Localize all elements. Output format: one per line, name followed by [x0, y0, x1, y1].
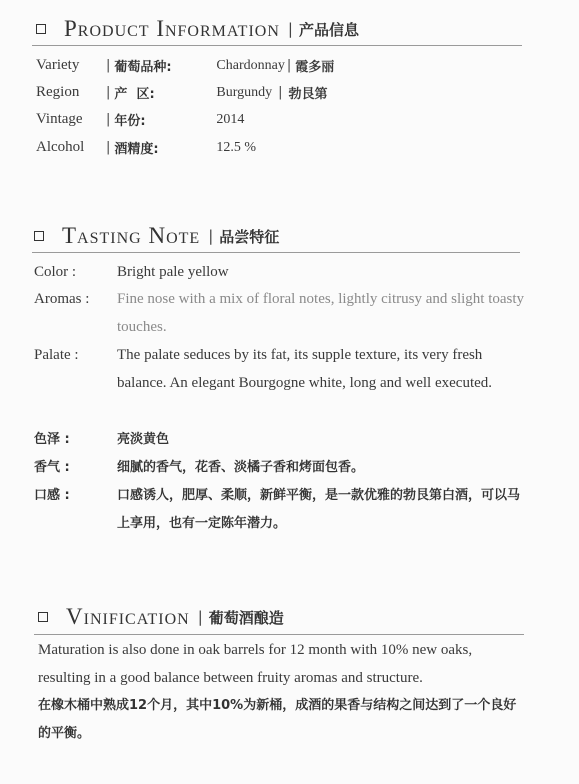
- square-bullet-icon: [36, 24, 46, 34]
- tasting-rule: [32, 252, 520, 253]
- alcohol-value: 12.5 %: [216, 139, 257, 155]
- header-separator: |: [287, 20, 293, 38]
- vinification-rule: [34, 634, 524, 635]
- product-title: Product Information: [64, 16, 280, 41]
- tasting-header: [34, 223, 279, 249]
- value-separator: |: [278, 85, 283, 100]
- vinification-text-cn: 在橡木桶中熟成12个月，其中10%为新桶，成酒的果香与结构之间达到了一个良好的平衡。: [38, 698, 517, 741]
- region-label: Region: [36, 84, 80, 100]
- row-separator: |: [106, 112, 111, 127]
- row-variety: [36, 56, 334, 75]
- region-value-cn: 勃艮第: [288, 87, 328, 102]
- variety-label-cn: 葡萄品种:: [114, 60, 172, 75]
- variety-label: Variety: [36, 57, 80, 73]
- aroma-cn-label: 香气 :: [34, 460, 70, 475]
- header-separator: |: [197, 608, 203, 626]
- vintage-label: Vintage: [36, 111, 83, 127]
- alcohol-label: Alcohol: [36, 139, 85, 155]
- color-text: Bright pale yellow: [117, 264, 229, 280]
- color-label: Color :: [34, 264, 77, 280]
- region-value: Burgundy: [216, 84, 273, 100]
- product-title-cn: 产品信息: [298, 20, 359, 39]
- tasting-aroma-cn: [34, 454, 524, 482]
- vinification-title-cn: 葡萄酒酿造: [208, 608, 284, 627]
- tasting-color-cn: [34, 426, 524, 454]
- tasting-title: Tasting Note: [62, 223, 201, 248]
- variety-value-cn: 霞多丽: [295, 60, 335, 75]
- product-rule: [32, 45, 522, 46]
- tasting-palate: [34, 342, 524, 426]
- value-separator: |: [286, 58, 292, 73]
- color-cn-text: 亮淡黄色: [117, 432, 170, 447]
- region-label-cn: 产 区:: [114, 87, 155, 102]
- row-separator: |: [106, 58, 111, 73]
- aroma-cn-text: 细腻的香气，花香、淡橘子香和烤面包香。: [117, 460, 365, 475]
- palate-label: Palate :: [34, 347, 79, 363]
- vintage-value: 2014: [216, 111, 245, 127]
- vinification-text: Maturation is also done in oak barrels for 12 month with 10% new oaks, resulting in a good balance between fruity aromas and structure.: [38, 642, 473, 686]
- palate-text: The palate seduces by its fat, its supple texture, its very fresh balance. An elegant Bourgogne white, long and well executed.: [117, 347, 493, 391]
- alcohol-label-cn: 酒精度:: [114, 142, 159, 157]
- row-separator: |: [106, 140, 111, 155]
- row-region: [36, 83, 328, 102]
- square-bullet-icon: [34, 231, 44, 241]
- header-separator: |: [208, 227, 214, 245]
- color-cn-label: 色泽 :: [34, 432, 70, 447]
- tasting-color: [34, 259, 524, 287]
- variety-value: Chardonnay: [216, 57, 285, 73]
- row-separator: |: [106, 85, 111, 100]
- palate-cn-text: 口感诱人，肥厚、柔顺，新鲜平衡，是一款优雅的勃艮第白酒，可以马上享用，也有一定陈年潜力。: [117, 488, 521, 531]
- vinification-title: Vinification: [66, 604, 190, 629]
- square-bullet-icon: [38, 612, 48, 622]
- tasting-title-cn: 品尝特征: [219, 227, 280, 246]
- vinification-header: [38, 604, 284, 630]
- row-alcohol: [36, 138, 256, 157]
- palate-cn-label: 口感 :: [34, 488, 70, 503]
- tasting-aromas: [34, 286, 524, 342]
- aromas-text: Fine nose with a mix of floral notes, lightly citrusy and slight toasty touches.: [117, 291, 525, 335]
- aromas-label: Aromas :: [34, 291, 90, 307]
- product-header: [36, 16, 359, 42]
- row-vintage: [36, 110, 244, 129]
- vintage-label-cn: 年份:: [114, 114, 146, 129]
- tasting-palate-cn: [34, 482, 524, 538]
